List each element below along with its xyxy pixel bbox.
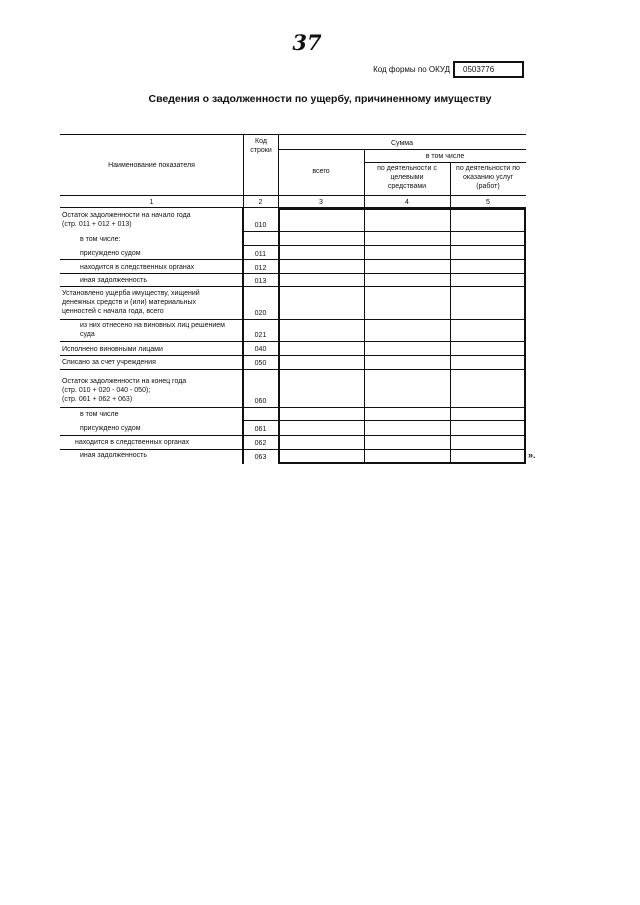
row-020-label-2: денежных средств и (или) материальных (62, 299, 197, 306)
col-total-header: всего (312, 168, 330, 175)
row-020-label-3: ценностей с начала года, всего (62, 308, 164, 315)
row-062-code: 062 (254, 440, 267, 447)
grid-col-divider-5 (450, 208, 451, 464)
row-010-code: 010 (254, 222, 267, 229)
row-010-label-2: (стр. 011 + 012 + 013) (62, 221, 132, 228)
row-012-code: 012 (254, 265, 267, 272)
table-top-line (60, 134, 526, 135)
row-sep-020 (60, 319, 526, 320)
row-060-code: 060 (254, 398, 267, 405)
row-050-code: 050 (254, 360, 267, 367)
row-sep-050 (60, 369, 526, 370)
row-incl-label-2: в том числе (80, 411, 119, 418)
row-040-label: Исполнено виновными лицами (62, 346, 163, 353)
row-061-label: присуждено судом (80, 425, 141, 432)
row-060-label-2: (стр. 010 + 020 - 040 - 050); (62, 387, 151, 394)
row-sep-021 (60, 341, 526, 342)
code-column-divider (243, 134, 244, 195)
col-code-header: Код строки (250, 138, 272, 154)
row-063-code: 063 (254, 454, 267, 461)
row-060-label: Остаток задолженности на конец года (62, 378, 187, 385)
col-number-4: 4 (405, 199, 409, 206)
row-sep-011 (60, 259, 526, 260)
okud-label: Код формы по ОКУД (373, 65, 450, 74)
row-063-label: иная задолженность (80, 452, 147, 459)
row-021-label-2: суда (80, 331, 95, 338)
col-number-2: 2 (258, 199, 263, 206)
col-number-1: 1 (149, 199, 154, 206)
row-013-code: 013 (254, 278, 267, 285)
row-sep-062 (60, 449, 526, 450)
col-incl-header: в том числе (425, 153, 465, 160)
row-sep-040 (60, 355, 526, 356)
row-020-label: Установлено ущерба имуществу, хищений (62, 290, 200, 297)
row-011-code: 011 (254, 251, 267, 258)
row-021-code: 021 (254, 332, 267, 339)
row-020-code: 020 (254, 310, 267, 317)
form-title: Сведения о задолженности по ущербу, причиненному имуществу (148, 93, 492, 105)
row-021-label: из них отнесено на виновных лиц решением (80, 322, 225, 329)
sum-subheader-line (278, 149, 526, 150)
row-sep-061 (60, 435, 526, 436)
row-sep-013 (60, 286, 526, 287)
col-number-5: 5 (486, 199, 490, 206)
row-011-label: присуждено судом (80, 250, 141, 257)
data-grid (278, 208, 526, 464)
incl-subheader-line (364, 162, 526, 163)
col-target-header: по деятельности с целевыми средствами (377, 165, 437, 190)
row-050-label: Списано за счет учреждения (62, 359, 156, 366)
row-sep-incl (243, 245, 526, 246)
col-name-header: Наименование показателя (108, 162, 195, 169)
row-sep-incl-2 (243, 420, 526, 421)
row-sep-060 (60, 407, 526, 408)
header-bottom-line (60, 195, 526, 196)
closing-mark: ». (528, 450, 536, 460)
grid-col-divider-4 (364, 208, 365, 464)
row-060-label-3: (стр. 061 + 062 + 063) (62, 396, 133, 403)
row-062-label: находится в следственных органах (75, 439, 190, 446)
row-040-code: 040 (254, 346, 267, 353)
row-incl-label: в том числе: (80, 236, 121, 243)
row-010-label: Остаток задолженности на начало года (62, 212, 191, 219)
page-number: 37 (292, 30, 322, 55)
row-012-label: находится в следственных органах (80, 264, 195, 271)
okud-code-box: 0503776 (453, 61, 524, 78)
col-services-header: по деятельности по оказанию услуг (работ) (456, 165, 520, 190)
row-013-label: иная задолженность (80, 277, 147, 284)
col-number-3: 3 (319, 199, 323, 206)
row-sep-012 (60, 273, 526, 274)
row-061-code: 061 (254, 426, 267, 433)
row-sep-010 (243, 231, 526, 232)
col-sum-header: Сумма (391, 140, 413, 147)
